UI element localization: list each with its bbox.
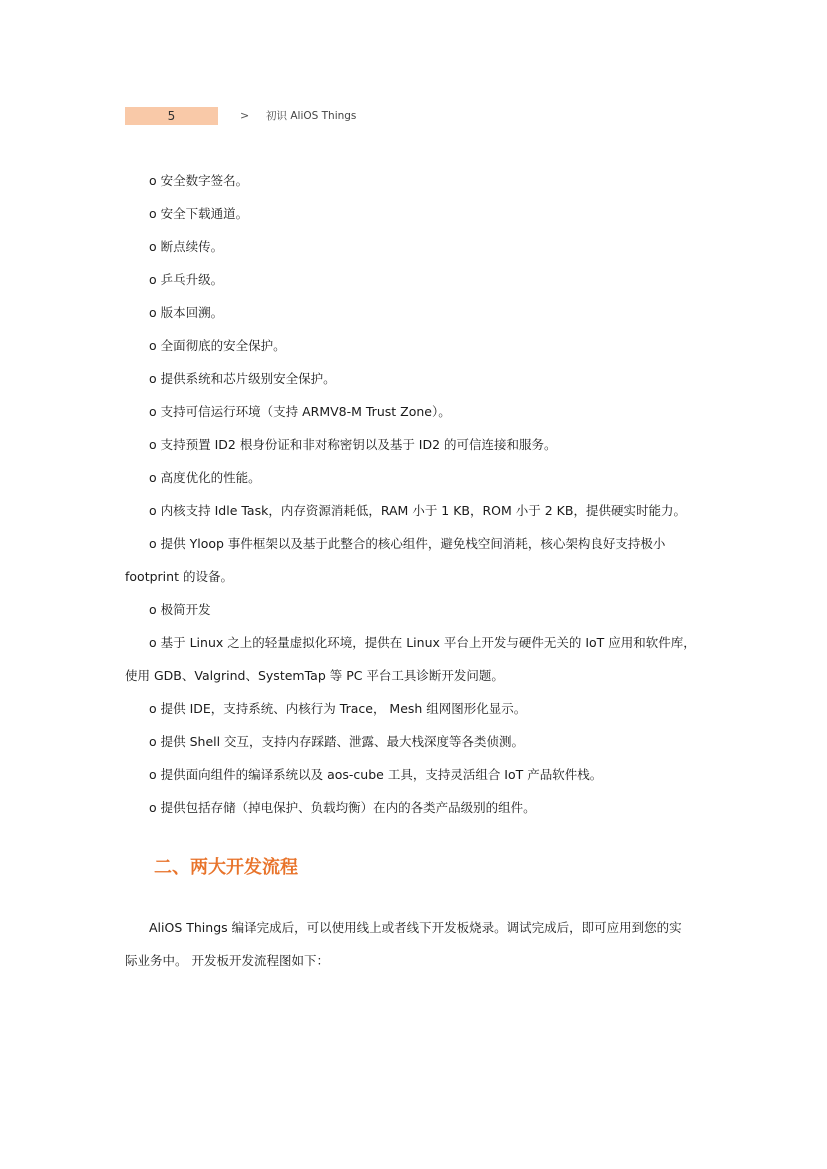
paragraph-line: AliOS Things 编译完成后，可以使用线上或者线下开发板烧录。调试完成后，即可应用到您的实 [149, 920, 682, 935]
page-number: 5 [167, 109, 176, 123]
list-item: o 内核支持 Idle Task，内存资源消耗低，RAM 小于 1 KB，ROM 小于 2 KB，提供硬实时能力。 [149, 503, 686, 518]
list-item: o 提供包括存储（掉电保护、负载均衡）在内的各类产品级别的组件。 [149, 800, 536, 815]
list-item: o 安全数字签名。 [149, 173, 249, 188]
list-item: o 高度优化的性能。 [149, 470, 261, 485]
list-item: o 极简开发 [149, 602, 211, 617]
list-item: o 提供 Yloop 事件框架以及基于此整合的核心组件，避免栈空间消耗，核心架构良好支持极小 [149, 536, 666, 551]
page-header [0, 0, 827, 140]
list-item-continuation: 使用 GDB、Valgrind、SystemTap 等 PC 平台工具诊断开发问题。 [125, 668, 504, 683]
list-item: o 基于 Linux 之上的轻量虚拟化环境，提供在 Linux 平台上开发与硬件无关的 IoT 应用和软件库， [149, 635, 696, 650]
list-item: o 提供面向组件的编译系统以及 aos-cube 工具，支持灵活组合 IoT 产品软件栈。 [149, 767, 603, 782]
header-separator: > [240, 109, 250, 122]
header-title: 初识 AliOS Things [266, 110, 357, 122]
section-heading: 二、两大开发流程 [154, 857, 298, 878]
paragraph-line: 际业务中。 开发板开发流程图如下： [125, 953, 329, 968]
list-item: o 断点续传。 [149, 239, 224, 254]
list-item: o 安全下载通道。 [149, 206, 249, 221]
list-item: o 全面彻底的安全保护。 [149, 338, 286, 353]
list-item: o 提供 IDE，支持系统、内核行为 Trace， Mesh 组网图形化显示。 [149, 701, 527, 716]
list-item: o 提供 Shell 交互，支持内存踩踏、泄露、最大栈深度等各类侦测。 [149, 734, 525, 749]
list-item-continuation: footprint 的设备。 [125, 569, 233, 584]
feature-list [125, 164, 700, 824]
list-item: o 支持预置 ID2 根身份证和非对称密钥以及基于 ID2 的可信连接和服务。 [149, 437, 557, 452]
list-item: o 提供系统和芯片级别安全保护。 [149, 371, 336, 386]
list-item: o 版本回溯。 [149, 305, 224, 320]
section-paragraph [125, 911, 700, 977]
list-item: o 乒乓升级。 [149, 272, 224, 287]
list-item: o 支持可信运行环境（支持 ARMV8-M Trust Zone）。 [149, 404, 451, 419]
page-number-badge [125, 107, 218, 125]
